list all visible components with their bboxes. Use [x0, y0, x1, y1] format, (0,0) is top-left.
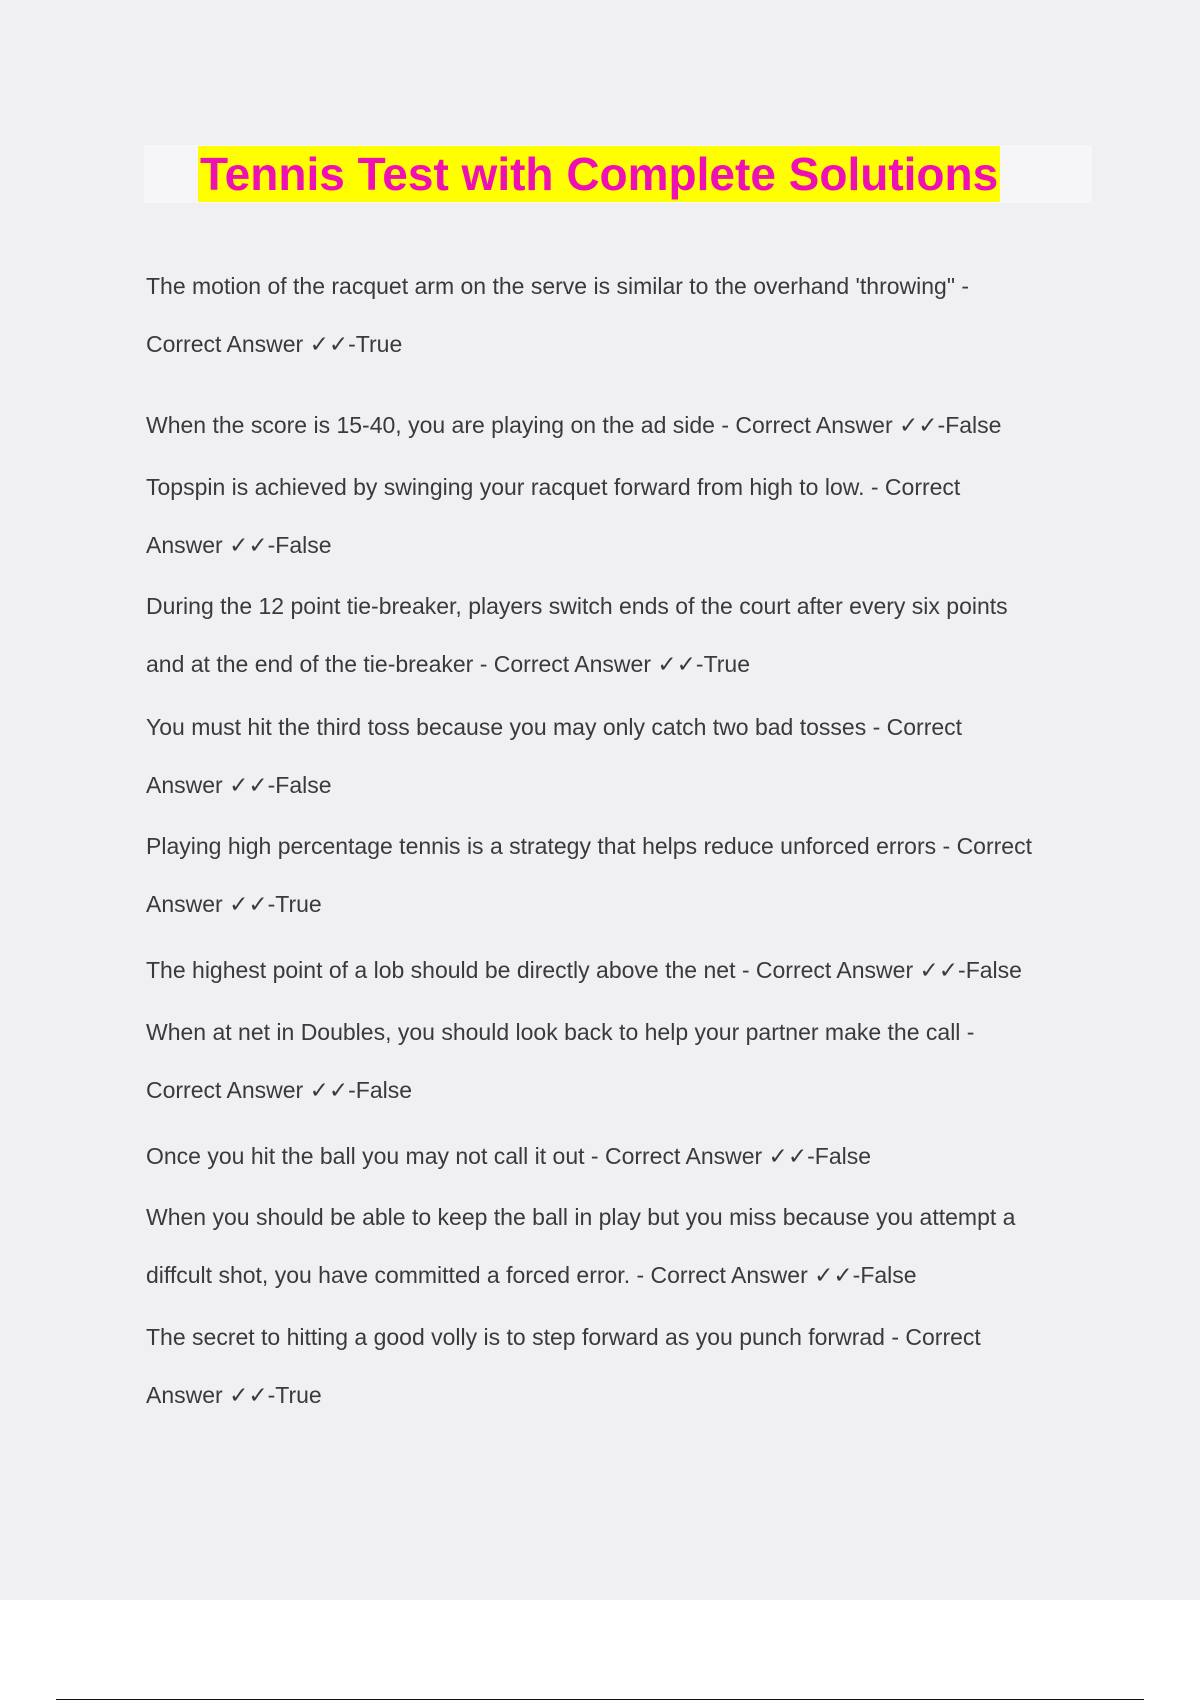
question-line: Topspin is achieved by swinging your racquet forward from high to low. - Correct	[146, 474, 961, 500]
question-line: Playing high percentage tennis is a strategy that helps reduce unforced errors - Correct	[146, 833, 1032, 859]
document-title: Tennis Test with Complete Solutions	[200, 148, 999, 200]
answer-line: Answer ✓✓-True	[146, 891, 322, 917]
question-line: When at net in Doubles, you should look back to help your partner make the call -	[146, 1019, 975, 1045]
question-line: The secret to hitting a good volly is to step forward as you punch forwrad - Correct	[146, 1324, 981, 1350]
question-line: When you should be able to keep the ball in play but you miss because you attempt a	[146, 1204, 1016, 1230]
answer-line: Answer ✓✓-False	[146, 532, 332, 558]
answer-line: and at the end of the tie-breaker - Correct Answer ✓✓-True	[146, 651, 751, 677]
answer-line: Correct Answer ✓✓-False	[146, 1077, 413, 1103]
question-line: You must hit the third toss because you may only catch two bad tosses - Correct	[146, 714, 963, 740]
question-line: When the score is 15-40, you are playing on the ad side - Correct Answer ✓✓-False	[146, 412, 1002, 438]
answer-line: diffcult shot, you have committed a forced error. - Correct Answer ✓✓-False	[146, 1262, 917, 1288]
answer-line: Answer ✓✓-True	[146, 1382, 322, 1408]
question-line: Once you hit the ball you may not call it out - Correct Answer ✓✓-False	[146, 1143, 872, 1169]
answer-line: Correct Answer ✓✓-True	[146, 331, 403, 357]
answer-line: Answer ✓✓-False	[146, 772, 332, 798]
question-line: The motion of the racquet arm on the serve is similar to the overhand 'throwing" -	[146, 273, 970, 299]
question-line: The highest point of a lob should be directly above the net - Correct Answer ✓✓-False	[146, 957, 1022, 983]
question-line: During the 12 point tie-breaker, players switch ends of the court after every six points	[146, 593, 1008, 619]
